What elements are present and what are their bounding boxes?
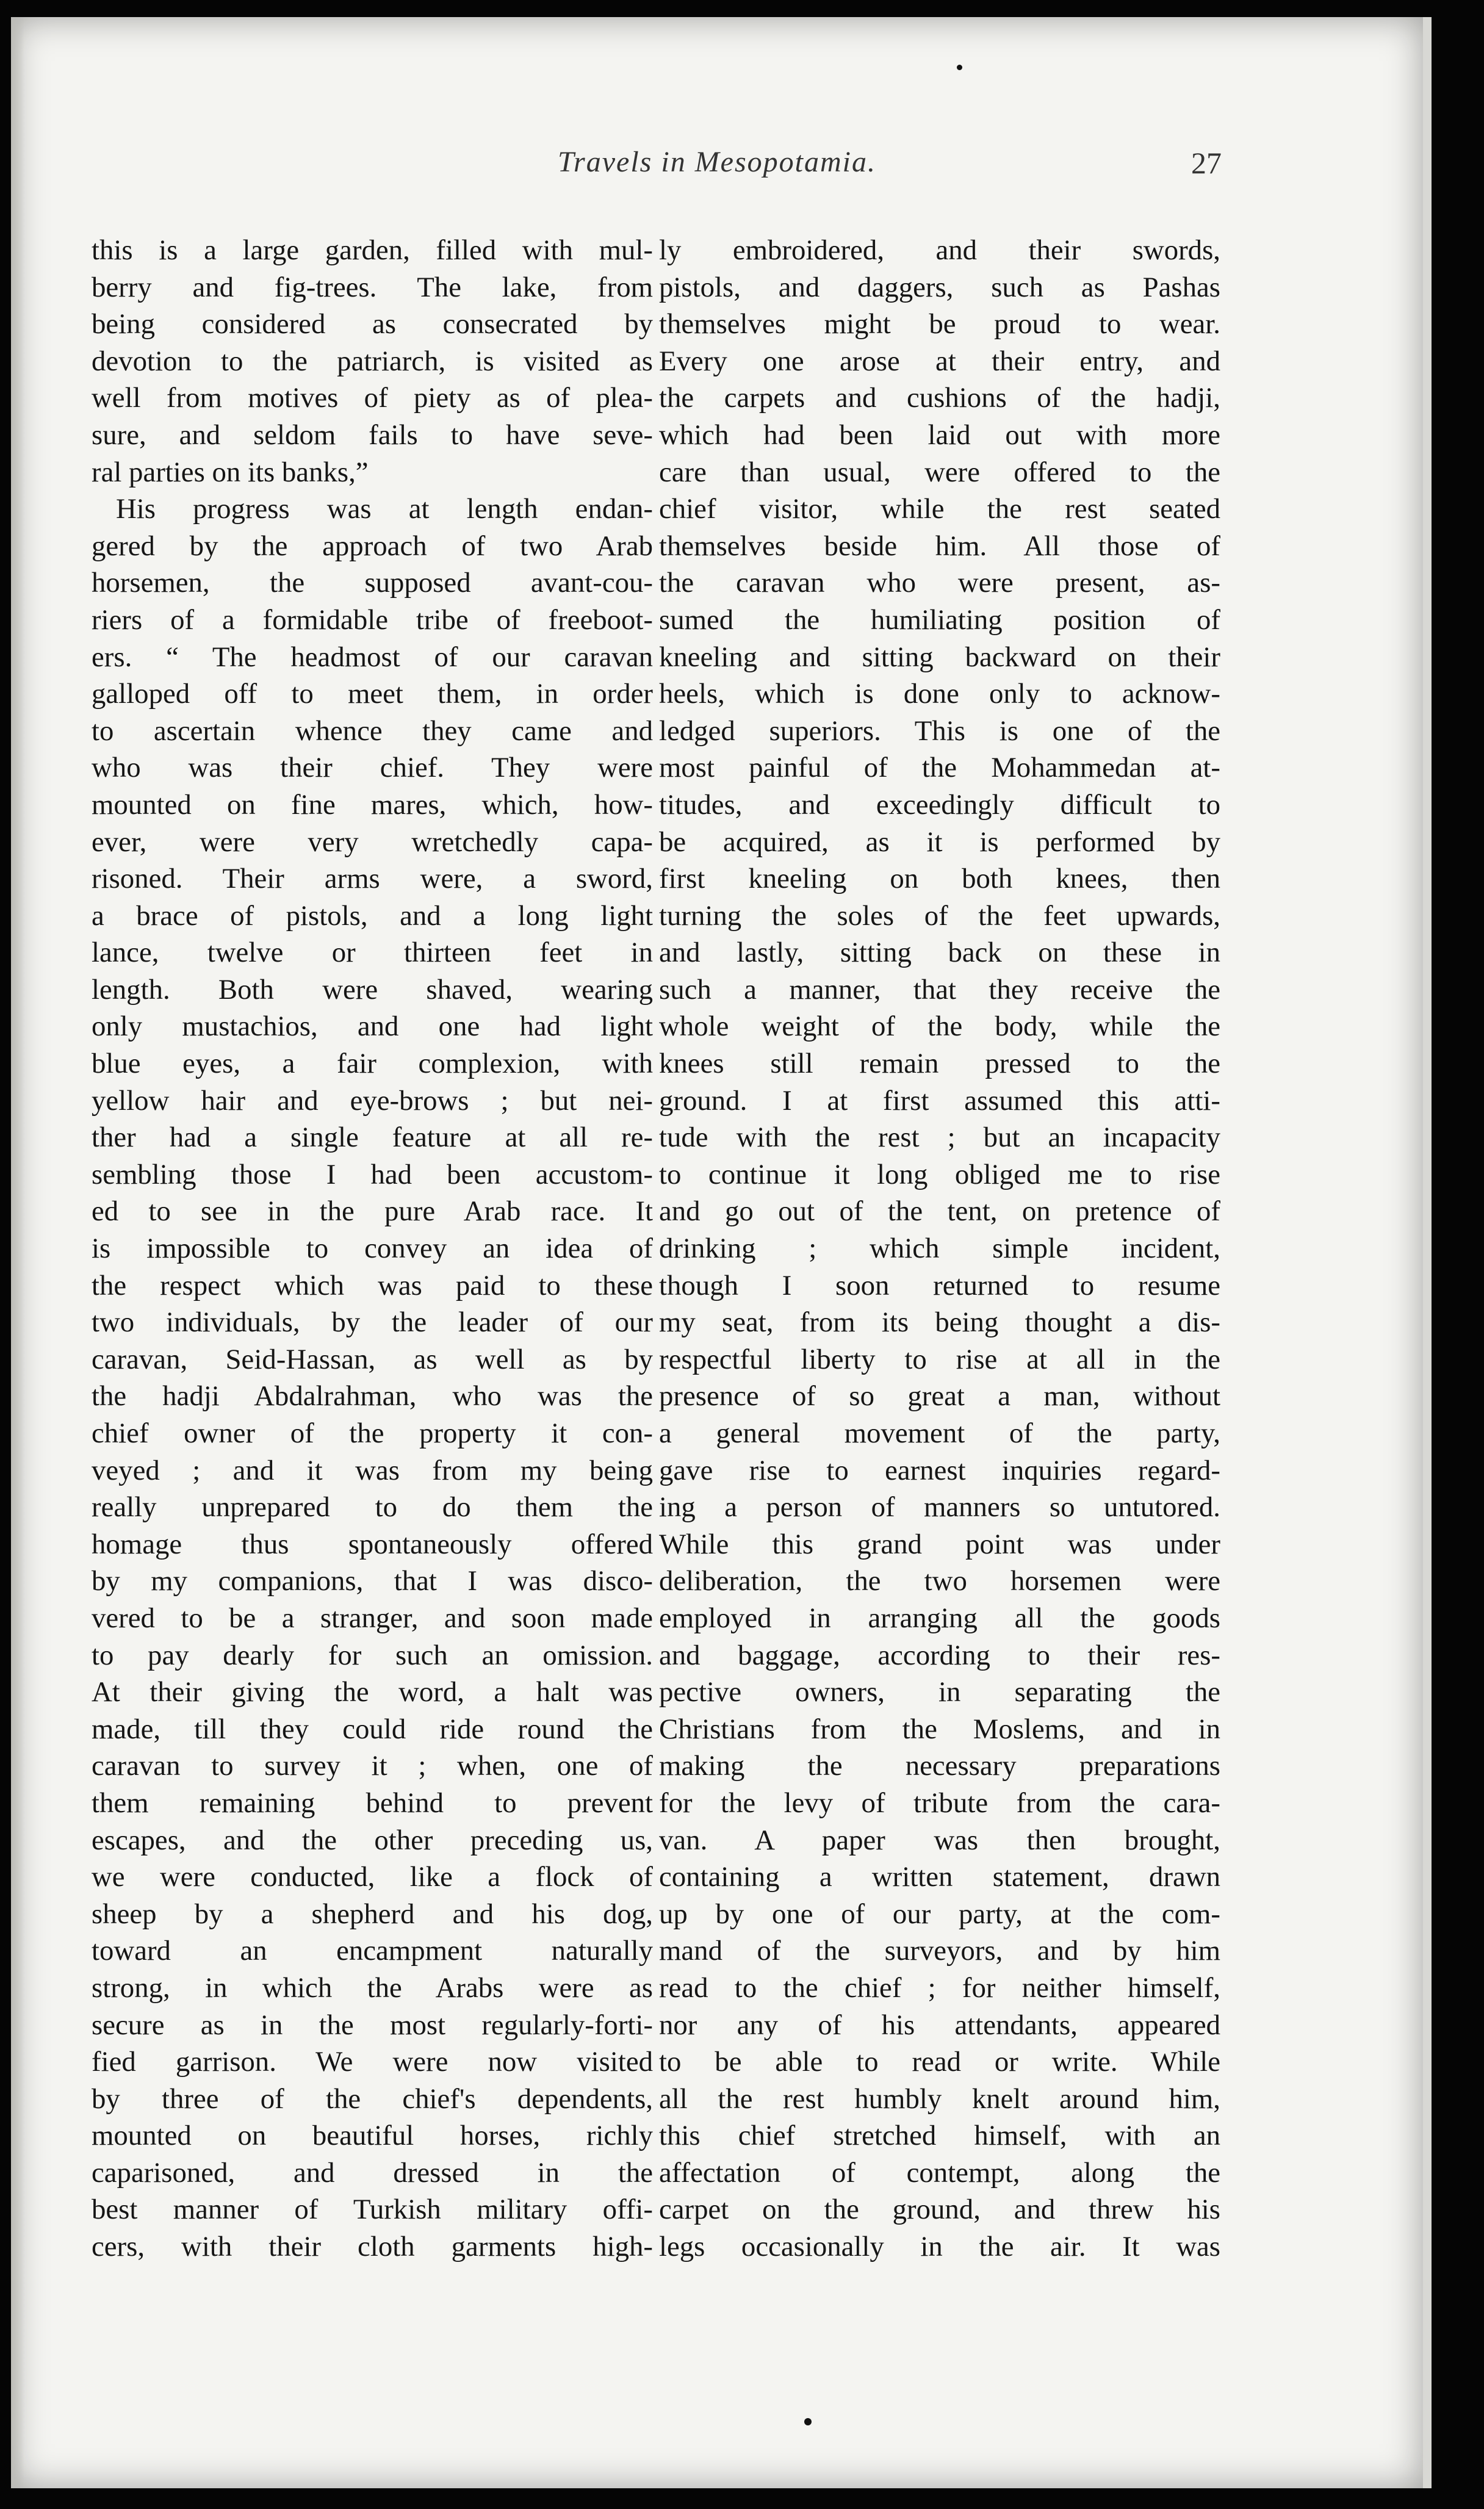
text-line: ever, were very wretchedly capa- bbox=[92, 826, 653, 858]
text-line: to be able to read or write. While bbox=[659, 2046, 1220, 2078]
text-line: themselves beside him. All those of bbox=[659, 530, 1220, 562]
text-line: whole weight of the body, while the bbox=[659, 1010, 1220, 1043]
text-line: riers of a formidable tribe of freeboot- bbox=[92, 603, 653, 636]
text-line: vered to be a stranger, and soon made bbox=[92, 1602, 653, 1634]
text-line: read to the chief ; for neither himself, bbox=[659, 1971, 1220, 2004]
text-line: deliberation, the two horsemen were bbox=[659, 1565, 1220, 1597]
text-line: most painful of the Mohammedan at- bbox=[659, 752, 1220, 784]
text-line: the hadji Abdalrahman, who was the bbox=[92, 1380, 653, 1413]
text-line: by three of the chief's dependents, bbox=[92, 2082, 653, 2115]
text-line: the respect which was paid to these bbox=[92, 1269, 653, 1301]
text-line: secure as in the most regularly-forti- bbox=[92, 2009, 653, 2041]
text-line: homage thus spontaneously offered bbox=[92, 1528, 653, 1560]
text-line: is impossible to convey an idea of bbox=[92, 1233, 653, 1265]
text-line: cers, with their cloth garments high- bbox=[92, 2231, 653, 2263]
text-line: strong, in which the Arabs were as bbox=[92, 1971, 653, 2004]
book-page bbox=[11, 17, 1432, 2488]
text-line: gered by the approach of two Arab bbox=[92, 530, 653, 562]
text-line: mounted on fine mares, which, how- bbox=[92, 788, 653, 821]
text-line: affectation of contempt, along the bbox=[659, 2156, 1220, 2189]
text-line: chief visitor, while the rest seated bbox=[659, 493, 1220, 525]
text-line: While this grand point was under bbox=[659, 1528, 1220, 1560]
text-line: for the levy of tribute from the cara- bbox=[659, 1787, 1220, 1819]
text-line: employed in arranging all the goods bbox=[659, 1602, 1220, 1634]
text-line: knees still remain pressed to the bbox=[659, 1048, 1220, 1080]
text-line: devotion to the patriarch, is visited as bbox=[92, 345, 653, 377]
text-line: first kneeling on both knees, then bbox=[659, 863, 1220, 895]
text-line: them remaining behind to prevent bbox=[92, 1787, 653, 1819]
text-line: turning the soles of the feet upwards, bbox=[659, 899, 1220, 932]
text-line: fied garrison. We were now visited bbox=[92, 2046, 653, 2078]
text-line: such a manner, that they receive the bbox=[659, 973, 1220, 1006]
text-line: be acquired, as it is performed by bbox=[659, 826, 1220, 858]
text-line: drinking ; which simple incident, bbox=[659, 1233, 1220, 1265]
text-line: ed to see in the pure Arab race. It bbox=[92, 1195, 653, 1228]
text-line: chief owner of the property it con- bbox=[92, 1417, 653, 1449]
text-line: mand of the surveyors, and by him bbox=[659, 1935, 1220, 1967]
text-line: though I soon returned to resume bbox=[659, 1269, 1220, 1301]
text-line: galloped off to meet them, in order bbox=[92, 678, 653, 710]
text-line: up by one of our party, at the com- bbox=[659, 1898, 1220, 1930]
text-line: legs occasionally in the air. It was bbox=[659, 2231, 1220, 2263]
text-line: and baggage, according to their res- bbox=[659, 1639, 1220, 1671]
text-line: two individuals, by the leader of our bbox=[92, 1306, 653, 1339]
text-line: caravan to survey it ; when, one of bbox=[92, 1750, 653, 1782]
text-line: by my companions, that I was disco- bbox=[92, 1565, 653, 1597]
text-line: veyed ; and it was from my being bbox=[92, 1454, 653, 1486]
page-edge-shadow bbox=[11, 17, 24, 2488]
text-line: care than usual, were offered to the bbox=[659, 456, 1220, 488]
text-line: my seat, from its being thought a dis- bbox=[659, 1306, 1220, 1339]
text-line: who was their chief. They were bbox=[92, 752, 653, 784]
text-line: pistols, and daggers, such as Pashas bbox=[659, 271, 1220, 303]
text-line: berry and fig-trees. The lake, from bbox=[92, 271, 653, 303]
text-line: which had been laid out with more bbox=[659, 419, 1220, 451]
text-line: toward an encampment naturally bbox=[92, 1935, 653, 1967]
text-line: At their giving the word, a halt was bbox=[92, 1676, 653, 1708]
text-line: risoned. Their arms were, a sword, bbox=[92, 863, 653, 895]
text-line: a general movement of the party, bbox=[659, 1417, 1220, 1449]
text-line: sembling those I had been accustom- bbox=[92, 1158, 653, 1190]
text-line: carpet on the ground, and threw his bbox=[659, 2194, 1220, 2226]
text-line: only mustachios, and one had light bbox=[92, 1010, 653, 1043]
text-line: and lastly, sitting back on these in bbox=[659, 937, 1220, 969]
text-line: Every one arose at their entry, and bbox=[659, 345, 1220, 377]
text-line: horsemen, the supposed avant-cou- bbox=[92, 567, 653, 599]
text-line: ral parties on its banks,” bbox=[92, 456, 369, 488]
text-line: respectful liberty to rise at all in the bbox=[659, 1343, 1220, 1375]
text-line: containing a written statement, drawn bbox=[659, 1861, 1220, 1893]
text-line: ly embroidered, and their swords, bbox=[659, 234, 1220, 266]
text-line: being considered as consecrated by bbox=[92, 308, 653, 340]
text-line: yellow hair and eye-brows ; but nei- bbox=[92, 1084, 653, 1117]
text-line: a brace of pistols, and a long light bbox=[92, 899, 653, 932]
text-line: ledged superiors. This is one of the bbox=[659, 715, 1220, 747]
text-line: made, till they could ride round the bbox=[92, 1713, 653, 1745]
right-text-column bbox=[659, 232, 1220, 2266]
text-line: pective owners, in separating the bbox=[659, 1676, 1220, 1708]
text-line: ers. “ The headmost of our caravan bbox=[92, 641, 653, 673]
text-line: gave rise to earnest inquiries regard- bbox=[659, 1454, 1220, 1486]
text-line: ing a person of manners so untutored. bbox=[659, 1491, 1220, 1524]
text-line: well from motives of piety as of plea- bbox=[92, 382, 653, 414]
text-line: making the necessary preparations bbox=[659, 1750, 1220, 1782]
text-line: mounted on beautiful horses, richly bbox=[92, 2120, 653, 2152]
text-line: blue eyes, a fair complexion, with bbox=[92, 1048, 653, 1080]
text-line: the caravan who were present, as- bbox=[659, 567, 1220, 599]
text-line: caparisoned, and dressed in the bbox=[92, 2156, 653, 2189]
text-line: to pay dearly for such an omission. bbox=[92, 1639, 653, 1671]
text-line: escapes, and the other preceding us, bbox=[92, 1824, 653, 1856]
text-line: van. A paper was then brought, bbox=[659, 1824, 1220, 1856]
text-line: all the rest humbly knelt around him, bbox=[659, 2082, 1220, 2115]
text-line: sumed the humiliating position of bbox=[659, 603, 1220, 636]
text-line: to ascertain whence they came and bbox=[92, 715, 653, 747]
text-line: sure, and seldom fails to have seve- bbox=[92, 419, 653, 451]
text-line: and go out of the tent, on pretence of bbox=[659, 1195, 1220, 1228]
text-line: ther had a single feature at all re- bbox=[92, 1121, 653, 1154]
text-line: the carpets and cushions of the hadji, bbox=[659, 382, 1220, 414]
page-header bbox=[11, 145, 1423, 194]
text-line: titudes, and exceedingly difficult to bbox=[659, 788, 1220, 821]
text-line: His progress was at length endan- bbox=[116, 493, 653, 525]
text-line: really unprepared to do them the bbox=[92, 1491, 653, 1524]
text-line: nor any of his attendants, appeared bbox=[659, 2009, 1220, 2041]
text-line: presence of so great a man, without bbox=[659, 1380, 1220, 1413]
text-line: to continue it long obliged me to rise bbox=[659, 1158, 1220, 1190]
left-text-column bbox=[92, 232, 653, 2266]
text-line: this is a large garden, filled with mul- bbox=[92, 234, 653, 266]
text-line: we were conducted, like a flock of bbox=[92, 1861, 653, 1893]
page-number: 27 bbox=[1191, 146, 1222, 180]
text-line: tude with the rest ; but an incapacity bbox=[659, 1121, 1220, 1154]
text-line: this chief stretched himself, with an bbox=[659, 2120, 1220, 2152]
text-line: ground. I at first assumed this atti- bbox=[659, 1084, 1220, 1117]
text-line: caravan, Seid-Hassan, as well as by bbox=[92, 1343, 653, 1375]
text-line: themselves might be proud to wear. bbox=[659, 308, 1220, 340]
text-line: best manner of Turkish military offi- bbox=[92, 2194, 653, 2226]
text-line: Christians from the Moslems, and in bbox=[659, 1713, 1220, 1745]
running-title: Travels in Mesopotamia. bbox=[558, 146, 876, 178]
text-line: kneeling and sitting backward on their bbox=[659, 641, 1220, 673]
text-line: heels, which is done only to acknow- bbox=[659, 678, 1220, 710]
text-line: length. Both were shaved, wearing bbox=[92, 973, 653, 1006]
text-line: lance, twelve or thirteen feet in bbox=[92, 937, 653, 969]
text-line: sheep by a shepherd and his dog, bbox=[92, 1898, 653, 1930]
